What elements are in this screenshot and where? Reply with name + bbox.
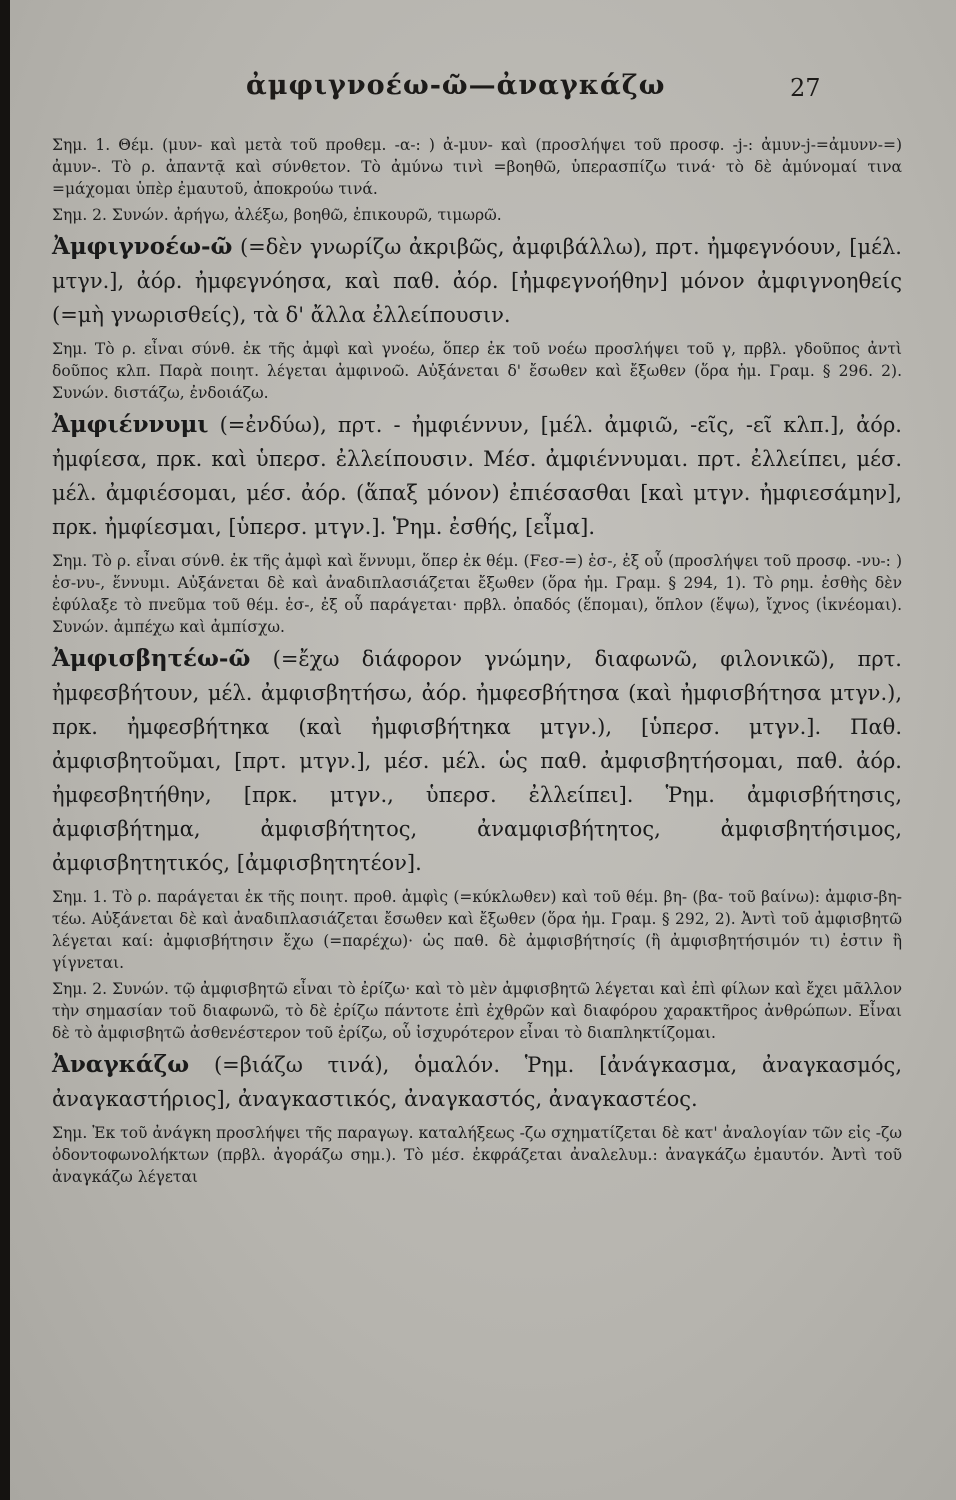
entry-text: (=ἔχω διάφορον γνώμην, διαφωνῶ, φιλονικῶ), πρτ. ἠμφεσβήτουν, μέλ. ἀμφισβητήσω, ἀόρ. ἠμφεσβήτησα (καὶ ἠμφισβήτησα μτγν.), πρκ. ἠμφεσβήτηκα (καὶ ἠμφισβήτηκα μτγν.), [ὑπερσ. μτγν.]. Παθ. ἀμφισβητοῦμαι, [πρτ. μτγν.], μέσ. μέλ. ὡς παθ. ἀμφισβητήσομαι, παθ. ἀόρ. ἠμφεσβητήθην, [πρκ. μτγν., ὑπερσ. ἐλλείπει]. Ῥημ. ἀμφισβήτησις, ἀμφισβήτημα, ἀμφισβήτητος, ἀναμφισβήτητος, ἀμφισβητήσιμος, ἀμφισβητητικός, [ἀμφισβητητέον]. — [52, 647, 902, 875]
note-block: Σημ. Ἐκ τοῦ ἀνάγκη προσλήψει τῆς παραγωγ. καταλήξεως -ζω σχηματίζεται δὲ κατ' ἀναλογίαν τῶν εἰς -ζω ὀδοντοφωνολήκτων (πρβλ. ἀγοράζω σημ.). Τὸ μέσ. ἐκφράζεται ἀναλελυμ.: ἀναγκάζω ἐμαυτόν. Ἀντὶ τοῦ ἀναγκάζω λέγεται — [52, 1124, 902, 1186]
note-block: Σημ. 2. Συνών. τῷ ἀμφισβητῶ εἶναι τὸ ἐρίζω· καὶ τὸ μὲν ἀμφισβητῶ λέγεται καὶ ἐπὶ φίλων καὶ ἔχει μᾶλλον τὴν σημασίαν τοῦ διαφωνῶ, τὸ δὲ ἐρίζω πάντοτε ἐπὶ ἐχθρῶν καὶ διαφόρου χαρακτῆρος ἀνθρώπων. Εἶναι δὲ τὸ ἀμφισβητῶ ἀσθενέστερον τοῦ ἐρίζω, οὗ ἰσχυρότερον εἶναι τὸ διαπληκτίζομαι. — [52, 980, 902, 1042]
page-body — [52, 134, 902, 1192]
dictionary-entry — [52, 408, 902, 544]
note-block: Σημ. Τὸ ρ. εἶναι σύνθ. ἐκ τῆς ἀμφὶ καὶ γνοέω, ὅπερ ἐκ τοῦ νοέω προσλήψει τοῦ γ, πρβλ. γδοῦπος ἀντὶ δοῦπος κλπ. Παρὰ ποιητ. λέγεται ἀμφινοῶ. Αὐξάνεται δ' ἔσωθεν καὶ ἔξωθεν (ὅρα ἡμ. Γραμ. § 296. 2). Συνών. διστάζω, ἐνδοιάζω. — [52, 340, 902, 402]
page-edge-shadow — [0, 0, 10, 1500]
page-header — [10, 70, 956, 110]
dictionary-entry — [52, 642, 902, 880]
dictionary-entry — [52, 1048, 902, 1116]
entry-headword: Ἀμφισβητέω-ῶ — [52, 645, 251, 672]
page-number: 27 — [790, 74, 821, 102]
note-block: Σημ. Τὸ ρ. εἶναι σύνθ. ἐκ τῆς ἀμφὶ καὶ ἕννυμι, ὅπερ ἐκ θέμ. (Fεσ-=) ἑσ-, ἐξ οὗ (προσλήψει τοῦ προσφ. -νυ-: ) ἑσ-νυ-, ἕννυμι. Αὐξάνεται δὲ καὶ ἀναδιπλασιάζεται ἔξωθεν (ὅρα ἡμ. Γραμ. § 294, 1). Τὸ ρημ. ἐσθὴς δὲν ἐφύλαξε τὸ πνεῦμα τοῦ θέμ. ἑσ-, ἐξ οὗ παράγεται· πρβλ. ὀπαδός (ἕπομαι), ὅπλον (ἕψω), ἴχνος (ἱκνέομαι). Συνών. ἀμπέχω καὶ ἀμπίσχω. — [52, 552, 902, 636]
entry-text: (=βιάζω τινά), ὁμαλόν. Ῥημ. [ἀνάγκασμα, ἀναγκασμός, ἀναγκαστήριος], ἀναγκαστικός, ἀναγκαστός, ἀναγκαστέος. — [52, 1053, 902, 1111]
entry-headword: Ἀμφιγνοέω-ῶ — [52, 233, 233, 260]
note-block: Σημ. 1. Τὸ ρ. παράγεται ἐκ τῆς ποιητ. προθ. ἀμφὶς (=κύκλωθεν) καὶ τοῦ θέμ. βη- (βα- τοῦ βαίνω): ἀμφισ-βη-τέω. Αὐξάνεται δὲ καὶ ἀναδιπλασιάζεται ἔσωθεν καὶ ἔξωθεν (ὅρα ἡμ. Γραμ. § 292, 2). Ἀντὶ τοῦ ἀμφισβητῶ λέγεται καί: ἀμφισβήτησιν ἔχω (=παρέχω)· ὡς παθ. δὲ ἀμφισβήτησίς (ἢ ἀμφισβητήσιμόν τι) ἐστιν ἢ γίγνεται. — [52, 888, 902, 972]
entry-text: (=δὲν γνωρίζω ἀκριβῶς, ἀμφιβάλλω), πρτ. ἠμφεγνόουν, [μέλ. μτγν.], ἀόρ. ἠμφεγνόησα, καὶ παθ. ἀόρ. [ἠμφεγνοήθην] μόνον ἀμφιγνοηθείς (=μὴ γνωρισθείς), τὰ δ' ἄλλα ἐλλείπουσιν. — [52, 235, 902, 327]
entry-headword: Ἀμφιέννυμι — [52, 411, 209, 438]
note-block: Σημ. 2. Συνών. ἀρήγω, ἀλέξω, βοηθῶ, ἐπικουρῶ, τιμωρῶ. — [52, 206, 502, 224]
running-title: ἀμφιγνοέω-ῶ—ἀναγκάζω — [246, 70, 666, 101]
note-block: Σημ. 1. Θέμ. (μυν- καὶ μετὰ τοῦ προθεμ. -α-: ) ἀ-μυν- καὶ (προσλήψει τοῦ προσφ. -j-: ἀμυν-j-=ἀμυνν-=) ἀμυν-. Τὸ ρ. ἀπαντᾷ καὶ σύνθετον. Τὸ ἀμύνω τινὶ =βοηθῶ, ὑπερασπίζω τινά· τὸ δὲ ἀμύνομαί τινα =μάχομαι ὑπὲρ ἐμαυτοῦ, ἀποκρούω τινά. — [52, 136, 902, 198]
book-page — [10, 0, 956, 1500]
entry-text: (=ἐνδύω), πρτ. - ἠμφιέννυν, [μέλ. ἀμφιῶ, -εῖς, -εῖ κλπ.], ἀόρ. ἠμφίεσα, πρκ. καὶ ὑπερσ. ἐλλείπουσιν. Μέσ. ἀμφιέννυμαι. πρτ. ἐλλείπει, μέσ. μέλ. ἀμφιέσομαι, μέσ. ἀόρ. (ἅπαξ μόνον) ἐπιέσασθαι [καὶ μτγν. ἠμφιεσάμην], πρκ. ἠμφίεσμαι, [ὑπερσ. μτγν.]. Ῥημ. ἐσθής, [εἶμα]. — [52, 413, 902, 539]
entry-headword: Ἀναγκάζω — [52, 1051, 190, 1078]
dictionary-entry — [52, 230, 902, 332]
